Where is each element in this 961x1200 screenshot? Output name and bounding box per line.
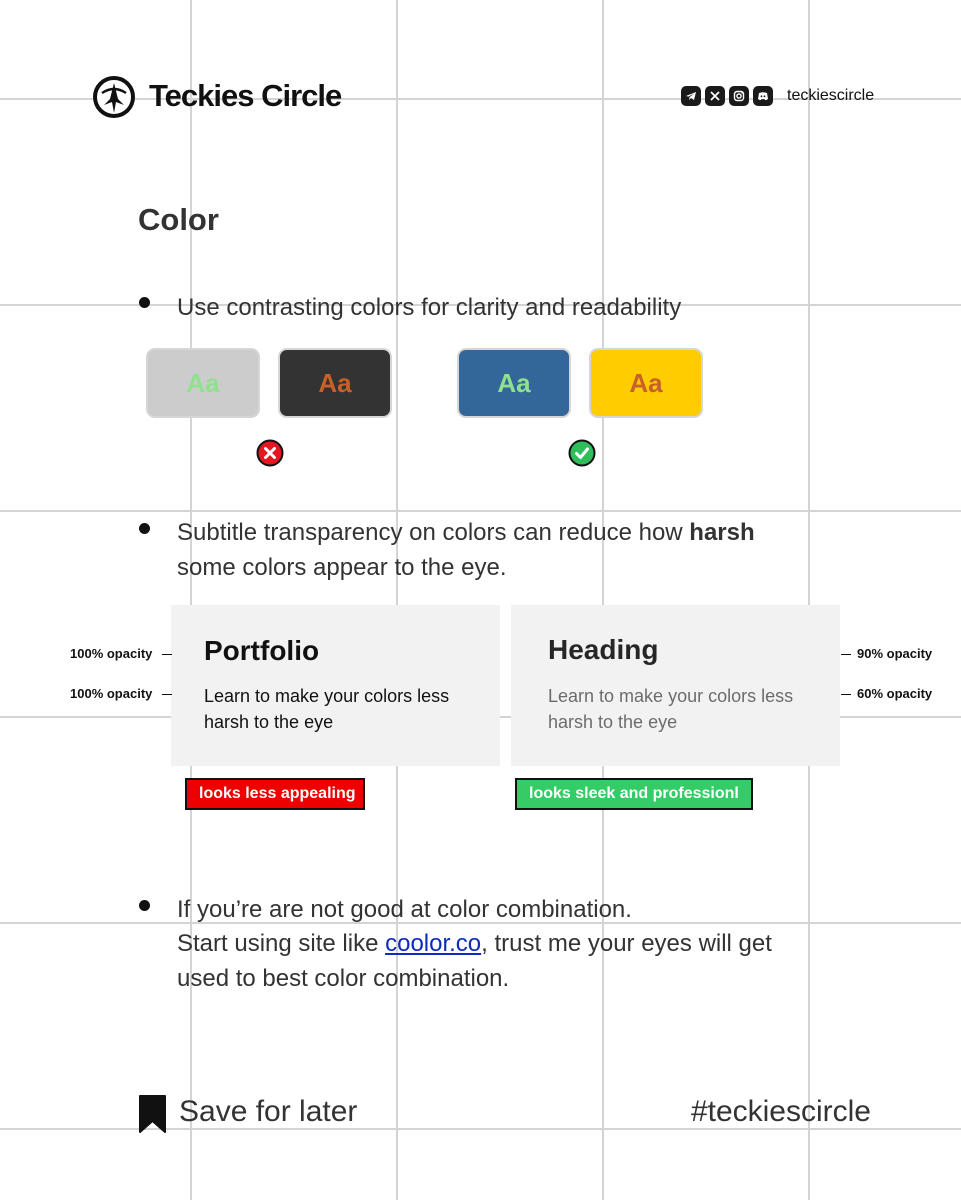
instagram-icon[interactable] [729, 86, 749, 106]
bullet-3-line2 [177, 926, 772, 961]
grid-line [602, 0, 604, 1200]
telegram-icon[interactable] [681, 86, 701, 106]
cross-icon [256, 439, 284, 467]
opacity-pointer [162, 654, 172, 655]
swatch-low-contrast-dark: Aa [278, 348, 392, 418]
opacity-label: 100% opacity [70, 646, 153, 661]
bullet-2-text [177, 515, 755, 550]
bullet-dot [139, 523, 150, 534]
page-title: Color [138, 202, 219, 237]
social-handle[interactable]: teckiescircle [787, 87, 875, 104]
swatch-low-contrast-light: Aa [146, 348, 260, 418]
bullet-2-bold-word: harsh [689, 519, 755, 546]
tag-less-appealing: looks less appealing [185, 778, 365, 810]
bullet-2-line1: Subtitle transparency on colors can reduce how [177, 519, 690, 546]
check-icon [568, 439, 596, 467]
opacity-label: 90% opacity [857, 646, 933, 661]
bullet-dot [139, 297, 150, 308]
grid-line [808, 0, 810, 1200]
grid-line [190, 0, 192, 1200]
opacity-label: 60% opacity [857, 686, 933, 701]
grid-line [0, 510, 961, 512]
bullet-3-pre-link: Start using site like [177, 930, 386, 957]
opacity-label: 100% opacity [70, 686, 153, 701]
bullet-3-line3: used to best color combination. [177, 965, 510, 992]
bullet-3-line1: If you’re are not good at color combination. [177, 896, 632, 923]
coolor-link[interactable]: coolor.co [385, 930, 482, 957]
card-heading-body: Learn to make your colors less harsh to the eye [548, 686, 794, 732]
opacity-pointer [162, 694, 172, 695]
bullet-2-line2: some colors appear to the eye. [177, 554, 507, 581]
hashtag: #teckiescircle [690, 1095, 871, 1128]
card-portfolio-title: Portfolio [204, 635, 320, 666]
bookmark-icon[interactable] [138, 1094, 167, 1134]
bullet-3-post-link: , trust me your eyes will get [481, 930, 772, 957]
bullet-1-text: Use contrasting colors for clarity and readability [177, 294, 682, 321]
save-for-later[interactable]: Save for later [179, 1095, 358, 1128]
discord-icon[interactable] [753, 86, 773, 106]
swatch-high-contrast-yellow: Aa [589, 348, 703, 418]
x-icon[interactable] [705, 86, 725, 106]
swatch-high-contrast-blue: Aa [457, 348, 571, 418]
grid-line [396, 0, 398, 1200]
brand-name: Teckies Circle [149, 78, 342, 113]
card-heading-title: Heading [548, 634, 659, 665]
bullet-dot [139, 900, 150, 911]
tag-sleek-professional: looks sleek and professionl [515, 778, 753, 810]
opacity-pointer [841, 654, 851, 655]
card-portfolio-body: Learn to make your colors less harsh to the eye [204, 686, 450, 732]
brand-logo-icon [92, 75, 136, 119]
opacity-pointer [841, 694, 851, 695]
